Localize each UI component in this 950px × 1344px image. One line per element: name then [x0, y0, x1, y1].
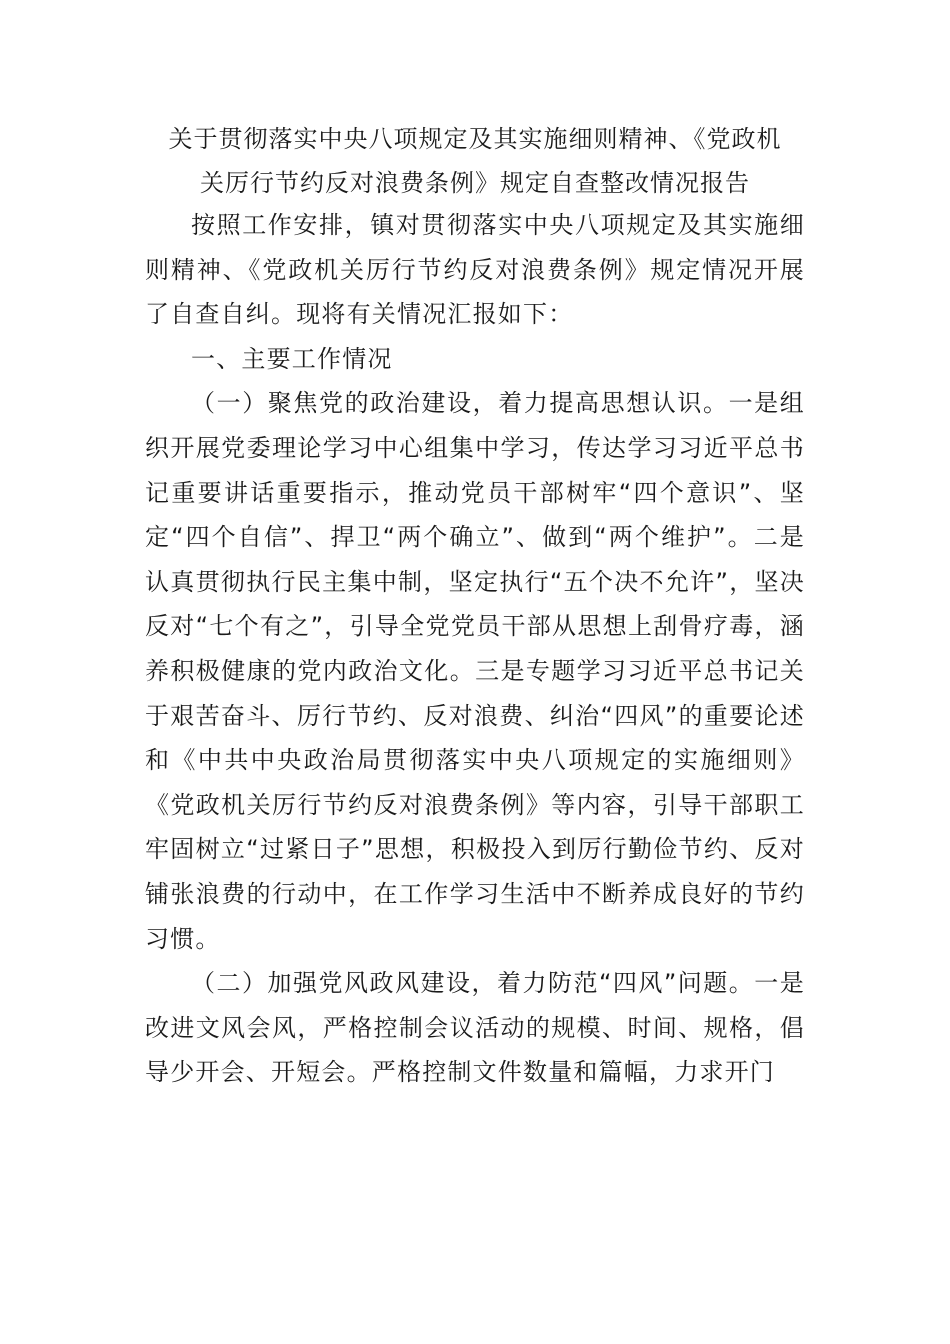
- intro-paragraph: 按照工作安排，镇对贯彻落实中央八项规定及其实施细则精神、《党政机关厉行节约反对浪费条例》规定情况开展了自查自纠。现将有关情况汇报如下：: [145, 211, 805, 329]
- document-title-line-1: 关于贯彻落实中央八项规定及其实施细则精神、《党政机: [168, 125, 782, 153]
- body-paragraph: （二）加强党风政风建设，着力防范“四风”问题。一是改进文风会风，严格控制会议活动的规模、时间、规格，倡导少开会、开短会。严格控制文件数量和篇幅，力求开门: [145, 969, 805, 1087]
- body-paragraph: （一）聚焦党的政治建设，着力提高思想认识。一是组织开展党委理论学习中心组集中学习，传达学习习近平总书记重要讲话重要指示，推动党员干部树牢“四个意识”、坚定“四个自信”、捍卫“两个确立”、做到“两个维护”。二是认真贯彻执行民主集中制，坚定执行“五个决不允许”，坚决反对“七个有之”，引导全党党员干部从思想上刮骨疗毒，涵养积极健康的党内政治文化。三是专题学习习近平总书记关于艰苦奋斗、厉行节约、反对浪费、纠治“四风”的重要论述和《中共中央政治局贯彻落实中央八项规定的实施细则》《党政机关厉行节约反对浪费条例》等内容，引导干部职工牢固树立“过紧日子”思想，积极投入到厉行勤俭节约、反对铺张浪费的行动中，在工作学习生活中不断养成良好的节约习惯。: [145, 389, 805, 953]
- section-heading: 一、主要工作情况: [191, 344, 393, 373]
- document-title-line-2: 关厉行节约反对浪费条例》规定自查整改情况报告: [200, 169, 750, 197]
- document-body: [145, 203, 805, 1095]
